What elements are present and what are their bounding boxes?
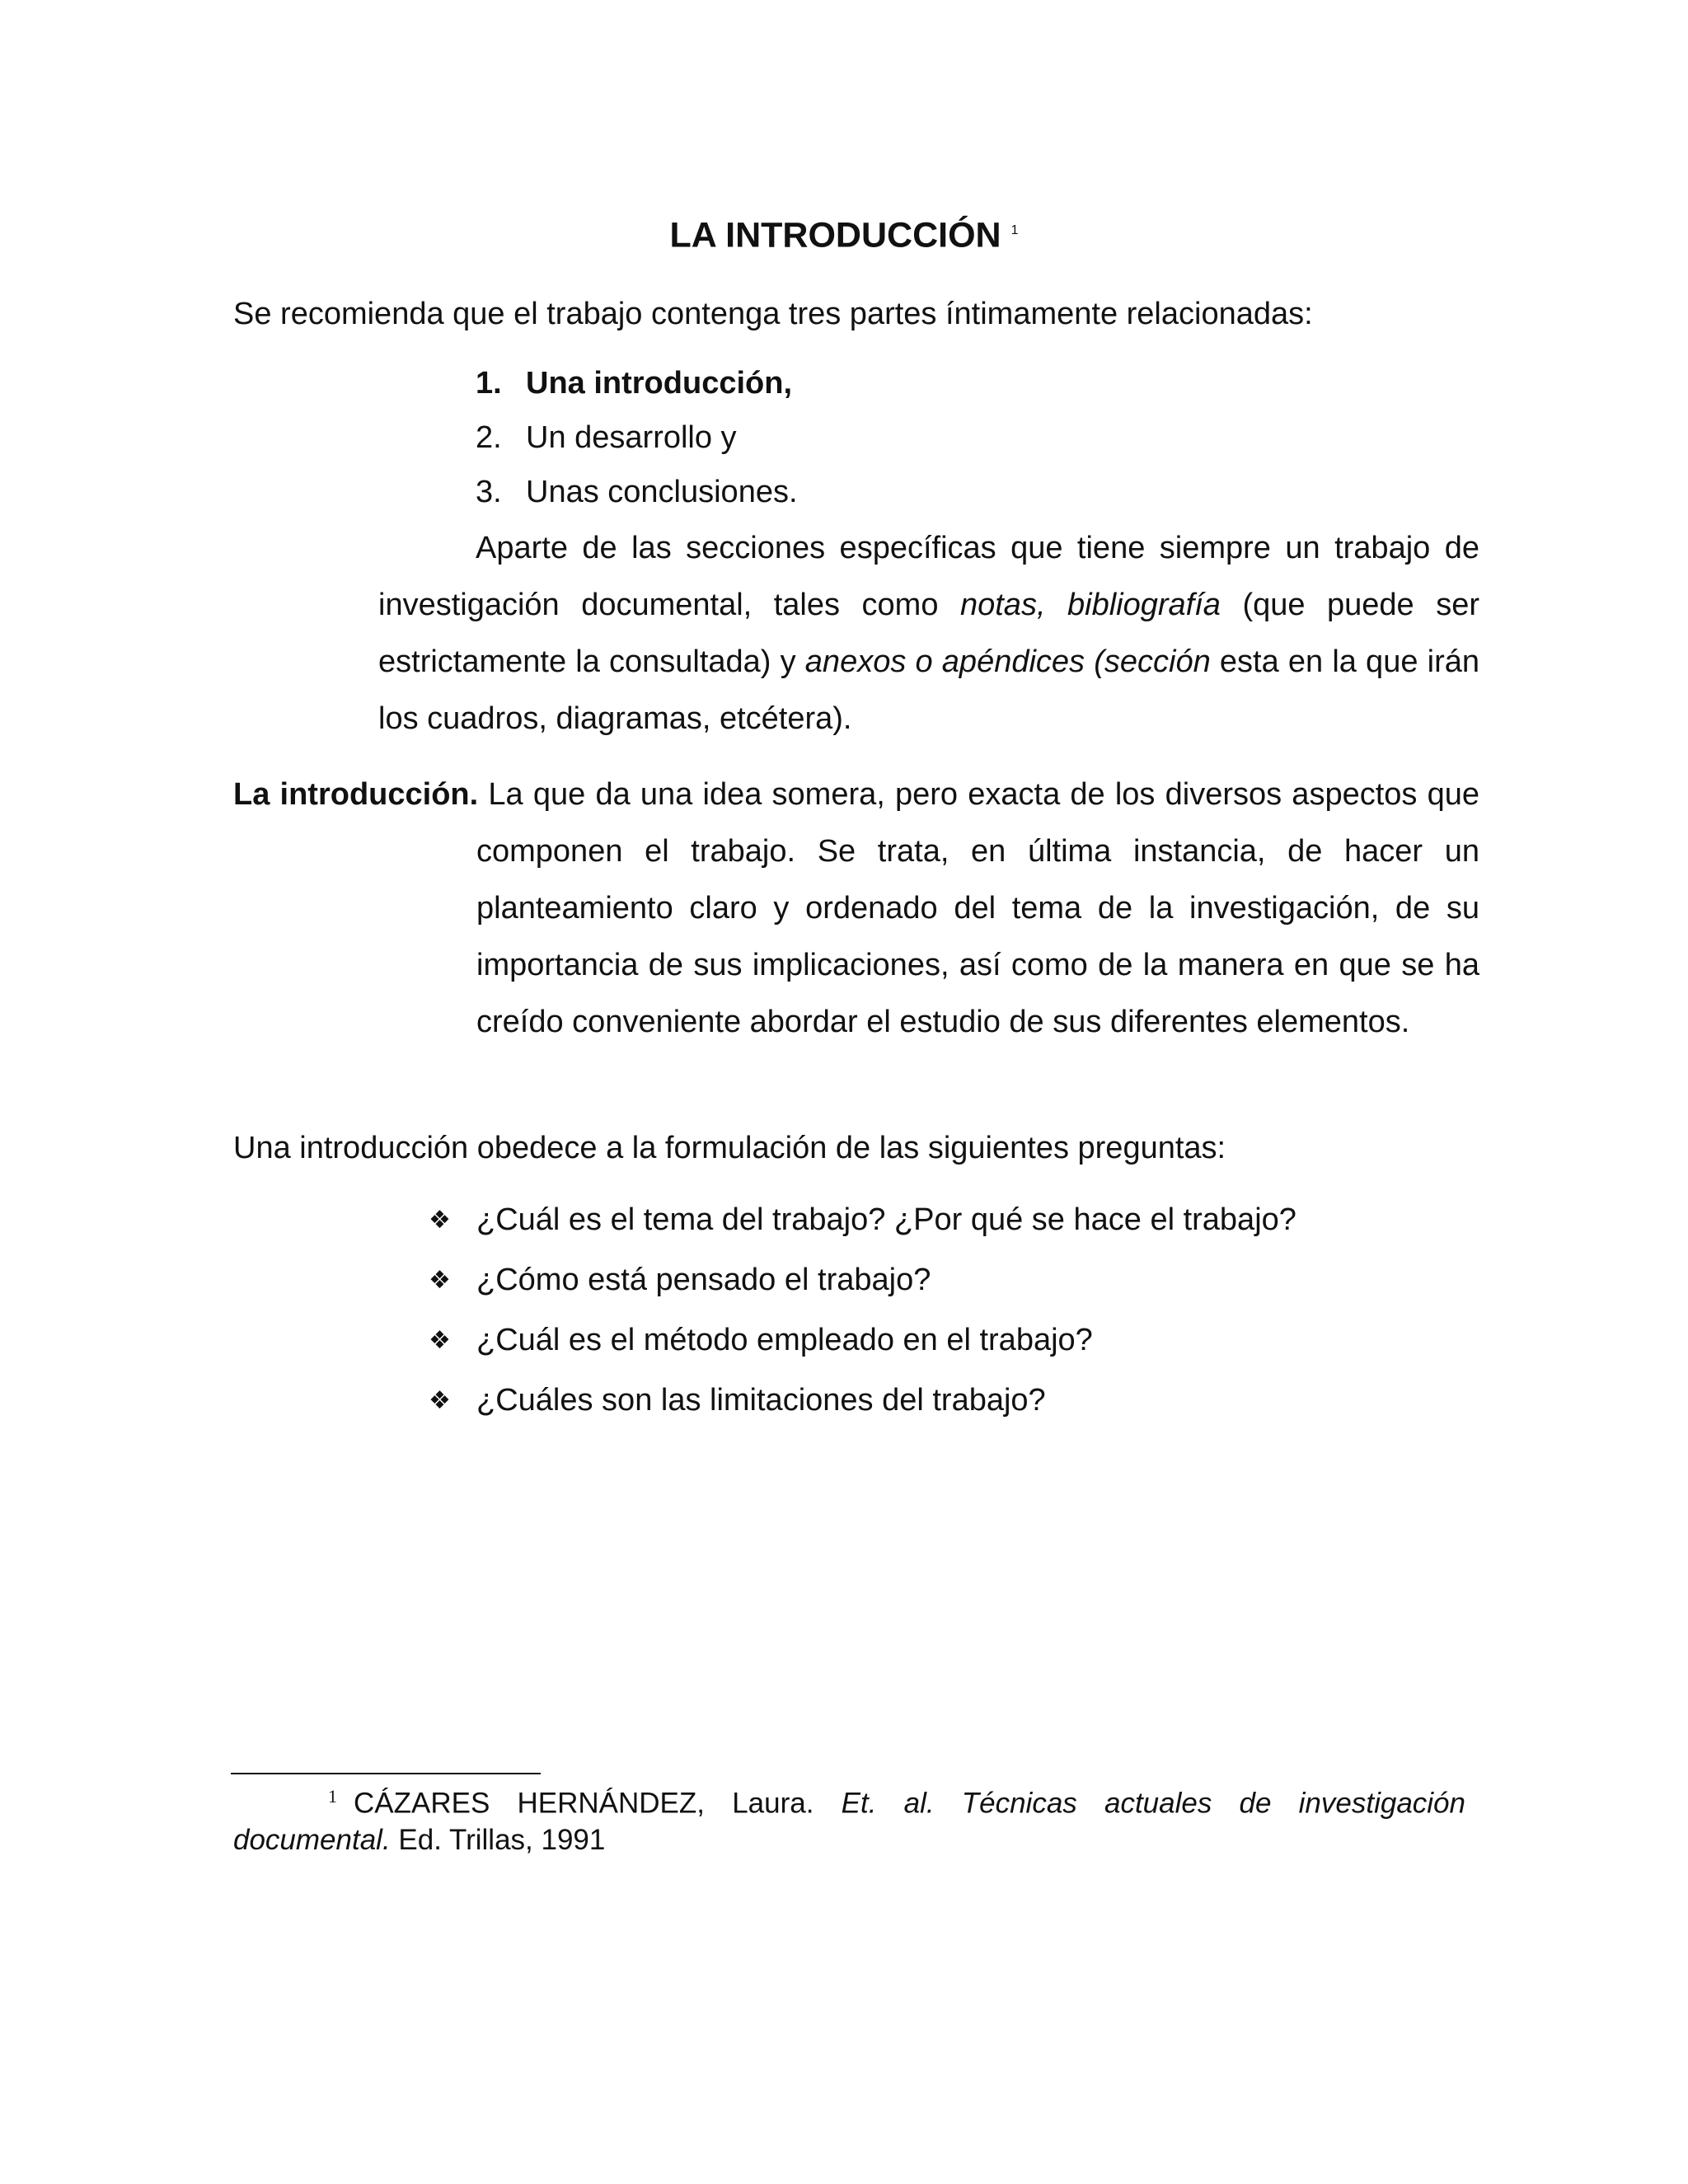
footnote-mark: 1 <box>328 1786 337 1807</box>
question-text: ¿Cómo está pensado el trabajo? <box>476 1263 931 1297</box>
question-text: ¿Cuál es el tema del trabajo? ¿Por qué se hace el trabajo? <box>476 1202 1296 1237</box>
diamond-bullet-icon: ❖ <box>429 1386 451 1415</box>
list-item <box>476 465 798 519</box>
footnote-separator <box>231 1773 541 1774</box>
text-run: esta en la que irán los cuadros, diagramas, etcétera). <box>378 644 1479 736</box>
aparte-paragraph <box>378 520 1479 748</box>
footnote-reference: 1 <box>1010 223 1019 237</box>
question-text: ¿Cuál es el método empleado en el trabajo? <box>476 1323 1093 1357</box>
text-run: (que puede ser estrictamente la consultada) y <box>378 588 1479 679</box>
list-item <box>476 410 798 465</box>
diamond-bullet-icon: ❖ <box>429 1266 451 1295</box>
list-item <box>476 356 798 410</box>
diamond-bullet-icon: ❖ <box>429 1206 451 1235</box>
list-number: 1. <box>476 366 502 401</box>
question-text: ¿Cuáles son las limitaciones del trabajo? <box>476 1383 1046 1418</box>
definition-paragraph <box>233 766 1479 1051</box>
definition-text: La que da una idea somera, pero exacta de los diversos aspectos que componen el trabajo. Se trata, en última instancia, de hacer un planteamiento claro y ordenado del tema de la investigación, de su importancia de sus implicaciones, así como de la manera en que se ha creído conveniente abordar el estudio de sus diferentes elementos. <box>476 777 1479 1039</box>
intro-paragraph: Se recomienda que el trabajo contenga tres partes íntimamente relacionadas: <box>233 297 1313 331</box>
list-item <box>429 1250 1296 1310</box>
footnote-author: CÁZARES HERNÁNDEZ, Laura. <box>354 1787 842 1820</box>
page-title <box>0 208 1688 258</box>
list-number: 2. <box>476 420 502 455</box>
title-text: LA INTRODUCCIÓN <box>669 215 1001 255</box>
parts-list <box>476 356 798 519</box>
footnote <box>233 1779 1465 1858</box>
definition-term: La introducción. <box>233 777 479 812</box>
questions-intro: Una introducción obedece a la formulación de las siguientes preguntas: <box>233 1131 1226 1165</box>
list-text: Unas conclusiones. <box>526 475 798 509</box>
questions-list <box>429 1190 1296 1431</box>
footnote-title: Et. al. Técnicas actuales de investigación documental. <box>233 1787 1465 1856</box>
footnote-publisher: Ed. Trillas, 1991 <box>390 1823 606 1856</box>
list-number: 3. <box>476 475 502 509</box>
italic-run: anexos o apéndices (sección <box>804 644 1211 679</box>
list-item <box>429 1190 1296 1250</box>
text-run: Aparte de las secciones específicas que tiene siempre un trabajo de investigación documental, tales como <box>378 531 1479 622</box>
list-item <box>429 1310 1296 1371</box>
italic-run: notas, bibliografía <box>959 588 1221 622</box>
list-text: Un desarrollo y <box>526 420 737 455</box>
list-item <box>429 1371 1296 1431</box>
list-text: Una introducción, <box>526 366 792 401</box>
diamond-bullet-icon: ❖ <box>429 1326 451 1355</box>
